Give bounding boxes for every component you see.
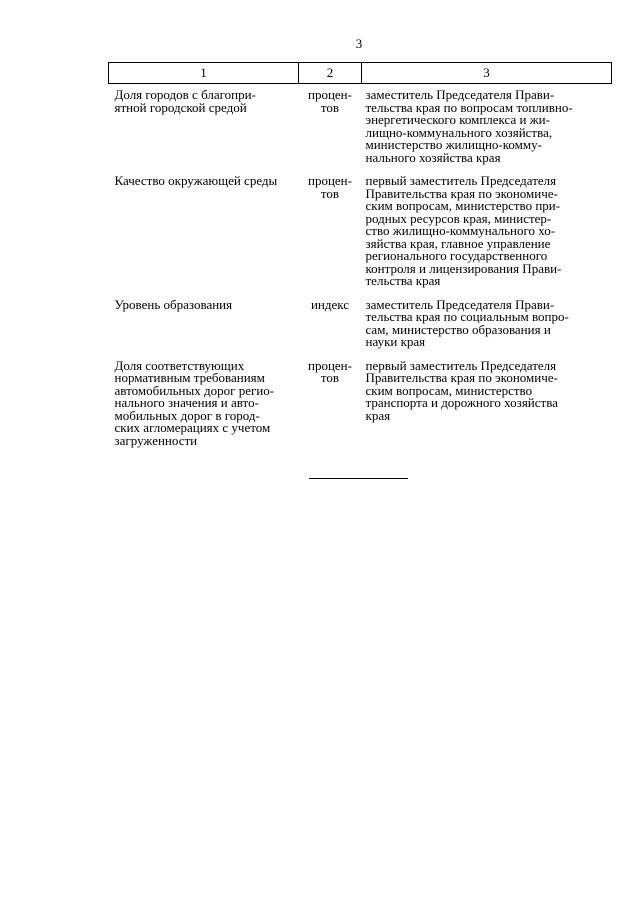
page-number: 3 — [355, 36, 363, 51]
indicator-line: Доля городов с благопри- — [114, 87, 256, 102]
responsible-line: лищно-коммунального хозяйства, — [365, 124, 553, 140]
table-row — [109, 355, 612, 454]
indicator-line: загруженности — [114, 432, 198, 448]
table-row — [109, 170, 612, 294]
indicators-table — [108, 62, 612, 453]
responsible-line: нального хозяйства края — [365, 149, 501, 165]
unit-line: процен- — [308, 173, 352, 188]
responsible-line: транспорта и дорожного хозяйства — [365, 395, 558, 410]
responsible-line: родных ресурсов края, министер- — [365, 210, 552, 226]
responsible-line: Правительства края по экономиче- — [365, 370, 558, 385]
responsible-line: сам, министерство образования и — [365, 321, 551, 337]
indicator-line: нального значения и авто- — [114, 395, 259, 410]
responsible-line: заместитель Председателя Прави- — [365, 296, 555, 312]
responsible-line: зяйства края, главное управление — [365, 235, 551, 251]
unit-line: тов — [320, 185, 340, 201]
indicator-line: нормативным требованиям — [114, 370, 265, 385]
indicator-line: автомобильных дорог регио- — [114, 382, 275, 398]
responsible-line: тельства края по вопросам топливно- — [365, 99, 573, 115]
responsible-line: министерство жилищно-комму- — [365, 137, 542, 152]
unit-line: процен- — [308, 357, 352, 373]
unit-line: тов — [320, 370, 340, 385]
unit-cell — [299, 84, 362, 171]
responsible-line: науки края — [365, 334, 426, 349]
responsible-line: первый заместитель Председателя — [365, 173, 557, 188]
responsible-line: ским вопросам, министерство при- — [365, 198, 561, 213]
table-row — [109, 294, 612, 355]
indicator-cell — [109, 170, 299, 294]
indicator-line: Доля соответствующих — [114, 357, 245, 373]
responsible-line: заместитель Председателя Прави- — [365, 87, 555, 102]
responsible-line: тельства края по социальным вопро- — [365, 309, 569, 324]
indicator-line: Уровень образования — [114, 296, 233, 312]
responsible-line: контроля и лицензирования Прави- — [365, 260, 562, 276]
unit-cell — [299, 294, 362, 355]
column-header-1: 1 — [109, 63, 299, 84]
indicator-cell — [109, 294, 299, 355]
responsible-line: регионального государственного — [365, 248, 548, 263]
responsible-cell — [362, 84, 612, 171]
responsible-cell — [362, 170, 612, 294]
column-header-2: 2 — [299, 63, 362, 84]
responsible-line: энергетического комплекса и жи- — [365, 112, 550, 127]
unit-line: тов — [320, 99, 340, 115]
responsible-line: ство жилищно-коммунального хо- — [365, 223, 556, 238]
end-of-document-rule — [309, 478, 408, 479]
unit-line: индекс — [310, 296, 350, 312]
table-row — [109, 84, 612, 171]
table-header-row — [109, 63, 612, 84]
indicator-line: ских агломерациях с учетом — [114, 420, 271, 435]
indicator-line: ятной городской средой — [114, 99, 247, 115]
responsible-line: Правительства края по экономиче- — [365, 185, 558, 201]
responsible-line: первый заместитель Председателя — [365, 357, 557, 373]
unit-cell — [299, 355, 362, 454]
indicator-cell — [109, 84, 299, 171]
indicator-cell — [109, 355, 299, 454]
responsible-cell — [362, 294, 612, 355]
column-header-3: 3 — [362, 63, 612, 84]
responsible-line: тельства края — [365, 273, 441, 288]
indicator-line: Качество окружающей среды — [114, 173, 278, 188]
responsible-line: края — [365, 407, 391, 423]
indicator-line: мобильных дорог в город- — [114, 407, 260, 423]
unit-line: процен- — [308, 87, 352, 102]
unit-cell — [299, 170, 362, 294]
responsible-line: ским вопросам, министерство — [365, 382, 533, 398]
responsible-cell — [362, 355, 612, 454]
